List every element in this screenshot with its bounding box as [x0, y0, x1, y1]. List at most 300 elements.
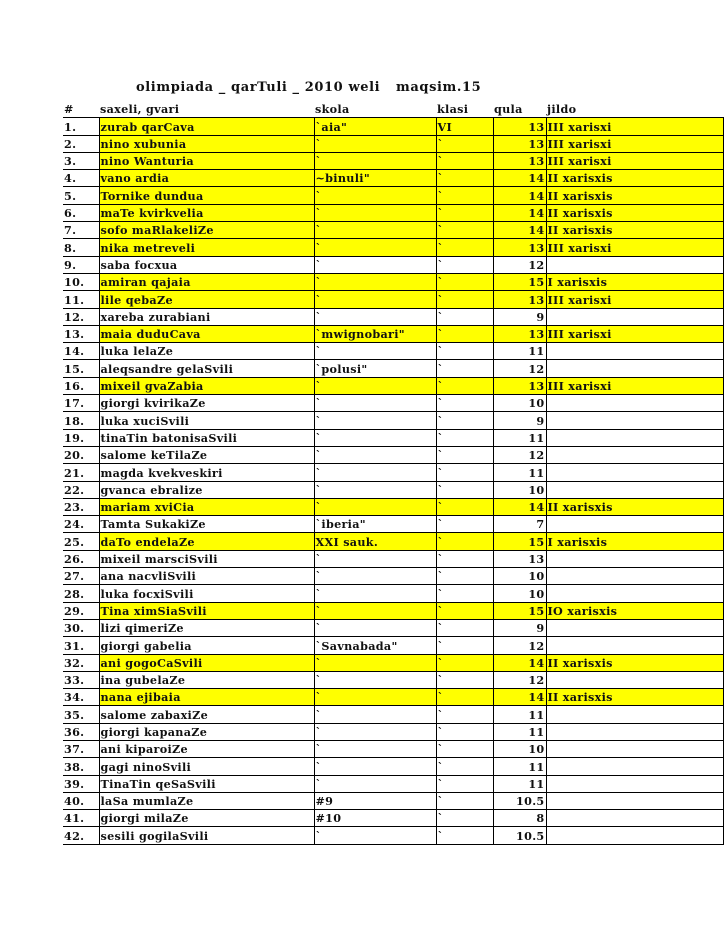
cell-award: II xarisxis — [546, 498, 723, 515]
cell-award: III xarisxi — [546, 291, 723, 308]
cell-num: 2. — [63, 135, 99, 152]
cell-score: 11 — [493, 429, 546, 446]
cell-school: `polusi" — [314, 360, 436, 377]
table-row — [63, 446, 723, 463]
table-row — [63, 602, 723, 619]
cell-name: giorgi gabelia — [99, 637, 314, 654]
cell-class: ` — [436, 481, 493, 498]
cell-award: I xarisxis — [546, 273, 723, 290]
cell-score: 13 — [493, 550, 546, 567]
table-row — [63, 135, 723, 152]
cell-award — [546, 568, 723, 585]
cell-name: mariam xviCia — [99, 498, 314, 515]
table-row — [63, 360, 723, 377]
cell-score: 13 — [493, 325, 546, 342]
cell-score: 10.5 — [493, 827, 546, 844]
cell-score: 10 — [493, 585, 546, 602]
cell-name: lile qebaZe — [99, 291, 314, 308]
cell-name: nino Wanturia — [99, 152, 314, 169]
cell-class: ` — [436, 723, 493, 740]
cell-award: II xarisxis — [546, 170, 723, 187]
cell-num: 39. — [63, 775, 99, 792]
cell-score: 14 — [493, 689, 546, 706]
cell-num: 18. — [63, 412, 99, 429]
cell-num: 31. — [63, 637, 99, 654]
cell-school: ` — [314, 706, 436, 723]
header-school: skola — [315, 102, 350, 117]
document-title — [136, 80, 482, 95]
cell-num: 24. — [63, 516, 99, 533]
cell-class: ` — [436, 533, 493, 550]
cell-award — [546, 723, 723, 740]
cell-score: 14 — [493, 187, 546, 204]
table-row — [63, 827, 723, 844]
table-row — [63, 568, 723, 585]
cell-award — [546, 446, 723, 463]
cell-num: 22. — [63, 481, 99, 498]
cell-score: 9 — [493, 412, 546, 429]
cell-score: 10 — [493, 568, 546, 585]
cell-name: salome keTilaZe — [99, 446, 314, 463]
cell-score: 15 — [493, 602, 546, 619]
cell-num: 9. — [63, 256, 99, 273]
table-row — [63, 239, 723, 256]
cell-score: 12 — [493, 446, 546, 463]
cell-name: Tamta SukakiZe — [99, 516, 314, 533]
title-left: olimpiada _ qarTuli _ 2010 weli — [136, 80, 381, 95]
table-row — [63, 395, 723, 412]
cell-school: ` — [314, 775, 436, 792]
cell-school: ` — [314, 273, 436, 290]
header-score: qula — [494, 102, 523, 117]
cell-class: ` — [436, 429, 493, 446]
cell-score: 11 — [493, 706, 546, 723]
cell-score: 14 — [493, 654, 546, 671]
cell-num: 1. — [63, 118, 99, 135]
table-row — [63, 204, 723, 221]
cell-name: maTe kvirkvelia — [99, 204, 314, 221]
cell-class: ` — [436, 446, 493, 463]
cell-award: III xarisxi — [546, 135, 723, 152]
table-row — [63, 740, 723, 757]
table-row — [63, 671, 723, 688]
cell-school: ` — [314, 654, 436, 671]
table-header-row — [63, 101, 723, 118]
cell-class: ` — [436, 256, 493, 273]
cell-name: sofo maRlakeliZe — [99, 222, 314, 239]
cell-name: magda kvekveskiri — [99, 464, 314, 481]
cell-score: 14 — [493, 498, 546, 515]
header-class: klasi — [437, 102, 469, 117]
cell-score: 15 — [493, 273, 546, 290]
table-row — [63, 308, 723, 325]
cell-num: 13. — [63, 325, 99, 342]
cell-num: 5. — [63, 187, 99, 204]
cell-class: ` — [436, 135, 493, 152]
cell-class: ` — [436, 308, 493, 325]
cell-num: 33. — [63, 671, 99, 688]
cell-award — [546, 810, 723, 827]
table-row — [63, 118, 723, 135]
cell-score: 12 — [493, 671, 546, 688]
cell-class: ` — [436, 602, 493, 619]
cell-name: vano ardia — [99, 170, 314, 187]
cell-class: ` — [436, 689, 493, 706]
cell-school: ` — [314, 481, 436, 498]
table-row — [63, 533, 723, 550]
cell-school: ` — [314, 239, 436, 256]
cell-name: ana nacvliSvili — [99, 568, 314, 585]
cell-num: 37. — [63, 740, 99, 757]
cell-num: 36. — [63, 723, 99, 740]
cell-school: ` — [314, 187, 436, 204]
cell-school: XXI sauk. — [314, 533, 436, 550]
cell-award — [546, 740, 723, 757]
cell-school: ~binuli" — [314, 170, 436, 187]
cell-num: 32. — [63, 654, 99, 671]
cell-num: 11. — [63, 291, 99, 308]
cell-name: maia duduCava — [99, 325, 314, 342]
cell-class: ` — [436, 498, 493, 515]
cell-award — [546, 585, 723, 602]
cell-score: 8 — [493, 810, 546, 827]
cell-score: 13 — [493, 135, 546, 152]
cell-score: 14 — [493, 170, 546, 187]
cell-school: `Savnabada" — [314, 637, 436, 654]
cell-name: Tornike dundua — [99, 187, 314, 204]
cell-school: ` — [314, 619, 436, 636]
cell-school: `mwignobari" — [314, 325, 436, 342]
cell-name: nana ejibaia — [99, 689, 314, 706]
cell-award — [546, 619, 723, 636]
cell-num: 8. — [63, 239, 99, 256]
cell-name: sesili gogilaSvili — [99, 827, 314, 844]
cell-name: amiran qajaia — [99, 273, 314, 290]
cell-num: 10. — [63, 273, 99, 290]
table-row — [63, 792, 723, 809]
cell-num: 17. — [63, 395, 99, 412]
table-row — [63, 637, 723, 654]
cell-school: ` — [314, 827, 436, 844]
cell-num: 26. — [63, 550, 99, 567]
cell-num: 38. — [63, 758, 99, 775]
table-row — [63, 412, 723, 429]
cell-name: luka focxiSvili — [99, 585, 314, 602]
cell-school: ` — [314, 291, 436, 308]
cell-class: ` — [436, 619, 493, 636]
table-row — [63, 654, 723, 671]
table-row — [63, 464, 723, 481]
cell-name: xareba zurabiani — [99, 308, 314, 325]
cell-award: III xarisxi — [546, 118, 723, 135]
cell-school: ` — [314, 498, 436, 515]
cell-school: ` — [314, 740, 436, 757]
cell-school: ` — [314, 429, 436, 446]
table-row — [63, 498, 723, 515]
cell-score: 12 — [493, 256, 546, 273]
cell-name: gagi ninoSvili — [99, 758, 314, 775]
table-row — [63, 775, 723, 792]
cell-award — [546, 395, 723, 412]
cell-name: ani kiparoiZe — [99, 740, 314, 757]
results-table-body — [63, 101, 723, 844]
cell-name: ina gubelaZe — [99, 671, 314, 688]
cell-award — [546, 550, 723, 567]
cell-award — [546, 429, 723, 446]
cell-num: 40. — [63, 792, 99, 809]
cell-award — [546, 827, 723, 844]
cell-num: 3. — [63, 152, 99, 169]
cell-name: nino xubunia — [99, 135, 314, 152]
table-row — [63, 758, 723, 775]
cell-score: 9 — [493, 619, 546, 636]
cell-school: #9 — [314, 792, 436, 809]
cell-school: ` — [314, 204, 436, 221]
table-row — [63, 585, 723, 602]
cell-school: ` — [314, 464, 436, 481]
cell-class: ` — [436, 291, 493, 308]
cell-name: ani gogoCaSvili — [99, 654, 314, 671]
cell-class: ` — [436, 550, 493, 567]
cell-class: ` — [436, 827, 493, 844]
cell-name: nika metreveli — [99, 239, 314, 256]
cell-name: saba focxua — [99, 256, 314, 273]
cell-award: II xarisxis — [546, 187, 723, 204]
cell-name: giorgi kvirikaZe — [99, 395, 314, 412]
cell-score: 11 — [493, 464, 546, 481]
cell-class: ` — [436, 377, 493, 394]
cell-school: ` — [314, 412, 436, 429]
cell-award — [546, 516, 723, 533]
cell-class: ` — [436, 792, 493, 809]
cell-class: ` — [436, 187, 493, 204]
cell-name: gvanca ebralize — [99, 481, 314, 498]
cell-score: 13 — [493, 152, 546, 169]
cell-award — [546, 481, 723, 498]
cell-award: II xarisxis — [546, 654, 723, 671]
cell-name: giorgi milaZe — [99, 810, 314, 827]
cell-class: ` — [436, 412, 493, 429]
cell-num: 30. — [63, 619, 99, 636]
cell-class: ` — [436, 568, 493, 585]
cell-class: ` — [436, 706, 493, 723]
cell-class: ` — [436, 152, 493, 169]
results-table — [63, 101, 724, 845]
cell-award: II xarisxis — [546, 222, 723, 239]
cell-school: `aia" — [314, 118, 436, 135]
cell-award — [546, 637, 723, 654]
cell-award — [546, 343, 723, 360]
table-row — [63, 343, 723, 360]
cell-score: 14 — [493, 204, 546, 221]
cell-score: 7 — [493, 516, 546, 533]
table-row — [63, 723, 723, 740]
cell-school: ` — [314, 602, 436, 619]
cell-class: ` — [436, 516, 493, 533]
cell-class: ` — [436, 204, 493, 221]
cell-score: 9 — [493, 308, 546, 325]
cell-name: salome zabaxiZe — [99, 706, 314, 723]
cell-score: 13 — [493, 377, 546, 394]
cell-school: ` — [314, 758, 436, 775]
cell-class: ` — [436, 464, 493, 481]
header-num: # — [64, 102, 74, 117]
cell-award: III xarisxi — [546, 377, 723, 394]
cell-award: IO xarisxis — [546, 602, 723, 619]
cell-num: 27. — [63, 568, 99, 585]
cell-class: ` — [436, 343, 493, 360]
cell-class: ` — [436, 654, 493, 671]
cell-school: ` — [314, 446, 436, 463]
cell-school: ` — [314, 152, 436, 169]
cell-award: I xarisxis — [546, 533, 723, 550]
cell-award — [546, 775, 723, 792]
table-row — [63, 689, 723, 706]
cell-num: 28. — [63, 585, 99, 602]
table-row — [63, 187, 723, 204]
cell-class: ` — [436, 360, 493, 377]
cell-class: ` — [436, 170, 493, 187]
cell-num: 20. — [63, 446, 99, 463]
cell-num: 29. — [63, 602, 99, 619]
cell-award: III xarisxi — [546, 152, 723, 169]
cell-score: 11 — [493, 723, 546, 740]
table-row — [63, 152, 723, 169]
cell-award — [546, 792, 723, 809]
cell-award: II xarisxis — [546, 689, 723, 706]
table-row — [63, 222, 723, 239]
cell-num: 14. — [63, 343, 99, 360]
cell-award — [546, 671, 723, 688]
cell-award — [546, 308, 723, 325]
cell-name: daTo endelaZe — [99, 533, 314, 550]
cell-school: ` — [314, 568, 436, 585]
cell-score: 11 — [493, 758, 546, 775]
cell-school: ` — [314, 222, 436, 239]
cell-class: ` — [436, 585, 493, 602]
cell-score: 11 — [493, 775, 546, 792]
cell-award — [546, 360, 723, 377]
cell-class: ` — [436, 273, 493, 290]
cell-score: 10.5 — [493, 792, 546, 809]
cell-num: 41. — [63, 810, 99, 827]
cell-class: VI — [436, 118, 493, 135]
cell-score: 14 — [493, 222, 546, 239]
cell-school: ` — [314, 689, 436, 706]
cell-name: luka xuciSvili — [99, 412, 314, 429]
cell-name: Tina ximSiaSvili — [99, 602, 314, 619]
cell-score: 12 — [493, 360, 546, 377]
header-name: saxeli, gvari — [100, 102, 180, 117]
cell-school: ` — [314, 256, 436, 273]
cell-score: 13 — [493, 291, 546, 308]
cell-num: 25. — [63, 533, 99, 550]
cell-school: ` — [314, 723, 436, 740]
cell-score: 15 — [493, 533, 546, 550]
cell-num: 16. — [63, 377, 99, 394]
cell-school: ` — [314, 343, 436, 360]
cell-class: ` — [436, 671, 493, 688]
cell-class: ` — [436, 775, 493, 792]
cell-school: ` — [314, 377, 436, 394]
cell-name: laSa mumlaZe — [99, 792, 314, 809]
table-row — [63, 619, 723, 636]
table-row — [63, 291, 723, 308]
cell-name: mixeil marsciSvili — [99, 550, 314, 567]
header-award: jildo — [547, 102, 577, 117]
cell-score: 10 — [493, 395, 546, 412]
cell-school: ` — [314, 308, 436, 325]
cell-name: giorgi kapanaZe — [99, 723, 314, 740]
cell-score: 13 — [493, 118, 546, 135]
cell-school: `iberia" — [314, 516, 436, 533]
cell-num: 42. — [63, 827, 99, 844]
cell-class: ` — [436, 222, 493, 239]
cell-num: 23. — [63, 498, 99, 515]
cell-score: 12 — [493, 637, 546, 654]
cell-class: ` — [436, 395, 493, 412]
cell-num: 35. — [63, 706, 99, 723]
table-row — [63, 429, 723, 446]
table-row — [63, 706, 723, 723]
cell-num: 21. — [63, 464, 99, 481]
cell-award: II xarisxis — [546, 204, 723, 221]
cell-num: 34. — [63, 689, 99, 706]
cell-award — [546, 464, 723, 481]
cell-num: 12. — [63, 308, 99, 325]
cell-name: mixeil gvaZabia — [99, 377, 314, 394]
table-row — [63, 170, 723, 187]
cell-award: III xarisxi — [546, 239, 723, 256]
cell-score: 11 — [493, 343, 546, 360]
cell-school: #10 — [314, 810, 436, 827]
cell-award — [546, 412, 723, 429]
cell-award — [546, 706, 723, 723]
cell-name: zurab qarCava — [99, 118, 314, 135]
cell-name: aleqsandre gelaSvili — [99, 360, 314, 377]
title-right: maqsim.15 — [396, 80, 482, 95]
cell-award — [546, 256, 723, 273]
cell-num: 6. — [63, 204, 99, 221]
cell-school: ` — [314, 671, 436, 688]
cell-name: luka lelaZe — [99, 343, 314, 360]
table-row — [63, 325, 723, 342]
cell-class: ` — [436, 325, 493, 342]
table-row — [63, 377, 723, 394]
cell-score: 13 — [493, 239, 546, 256]
cell-name: lizi qimeriZe — [99, 619, 314, 636]
table-row — [63, 810, 723, 827]
table-row — [63, 481, 723, 498]
cell-class: ` — [436, 740, 493, 757]
cell-class: ` — [436, 637, 493, 654]
cell-score: 10 — [493, 481, 546, 498]
cell-class: ` — [436, 810, 493, 827]
cell-school: ` — [314, 395, 436, 412]
cell-class: ` — [436, 239, 493, 256]
table-row — [63, 550, 723, 567]
cell-score: 10 — [493, 740, 546, 757]
cell-class: ` — [436, 758, 493, 775]
cell-school: ` — [314, 550, 436, 567]
cell-num: 4. — [63, 170, 99, 187]
cell-school: ` — [314, 585, 436, 602]
cell-name: tinaTin batonisaSvili — [99, 429, 314, 446]
cell-award: III xarisxi — [546, 325, 723, 342]
cell-num: 15. — [63, 360, 99, 377]
cell-num: 7. — [63, 222, 99, 239]
cell-award — [546, 758, 723, 775]
